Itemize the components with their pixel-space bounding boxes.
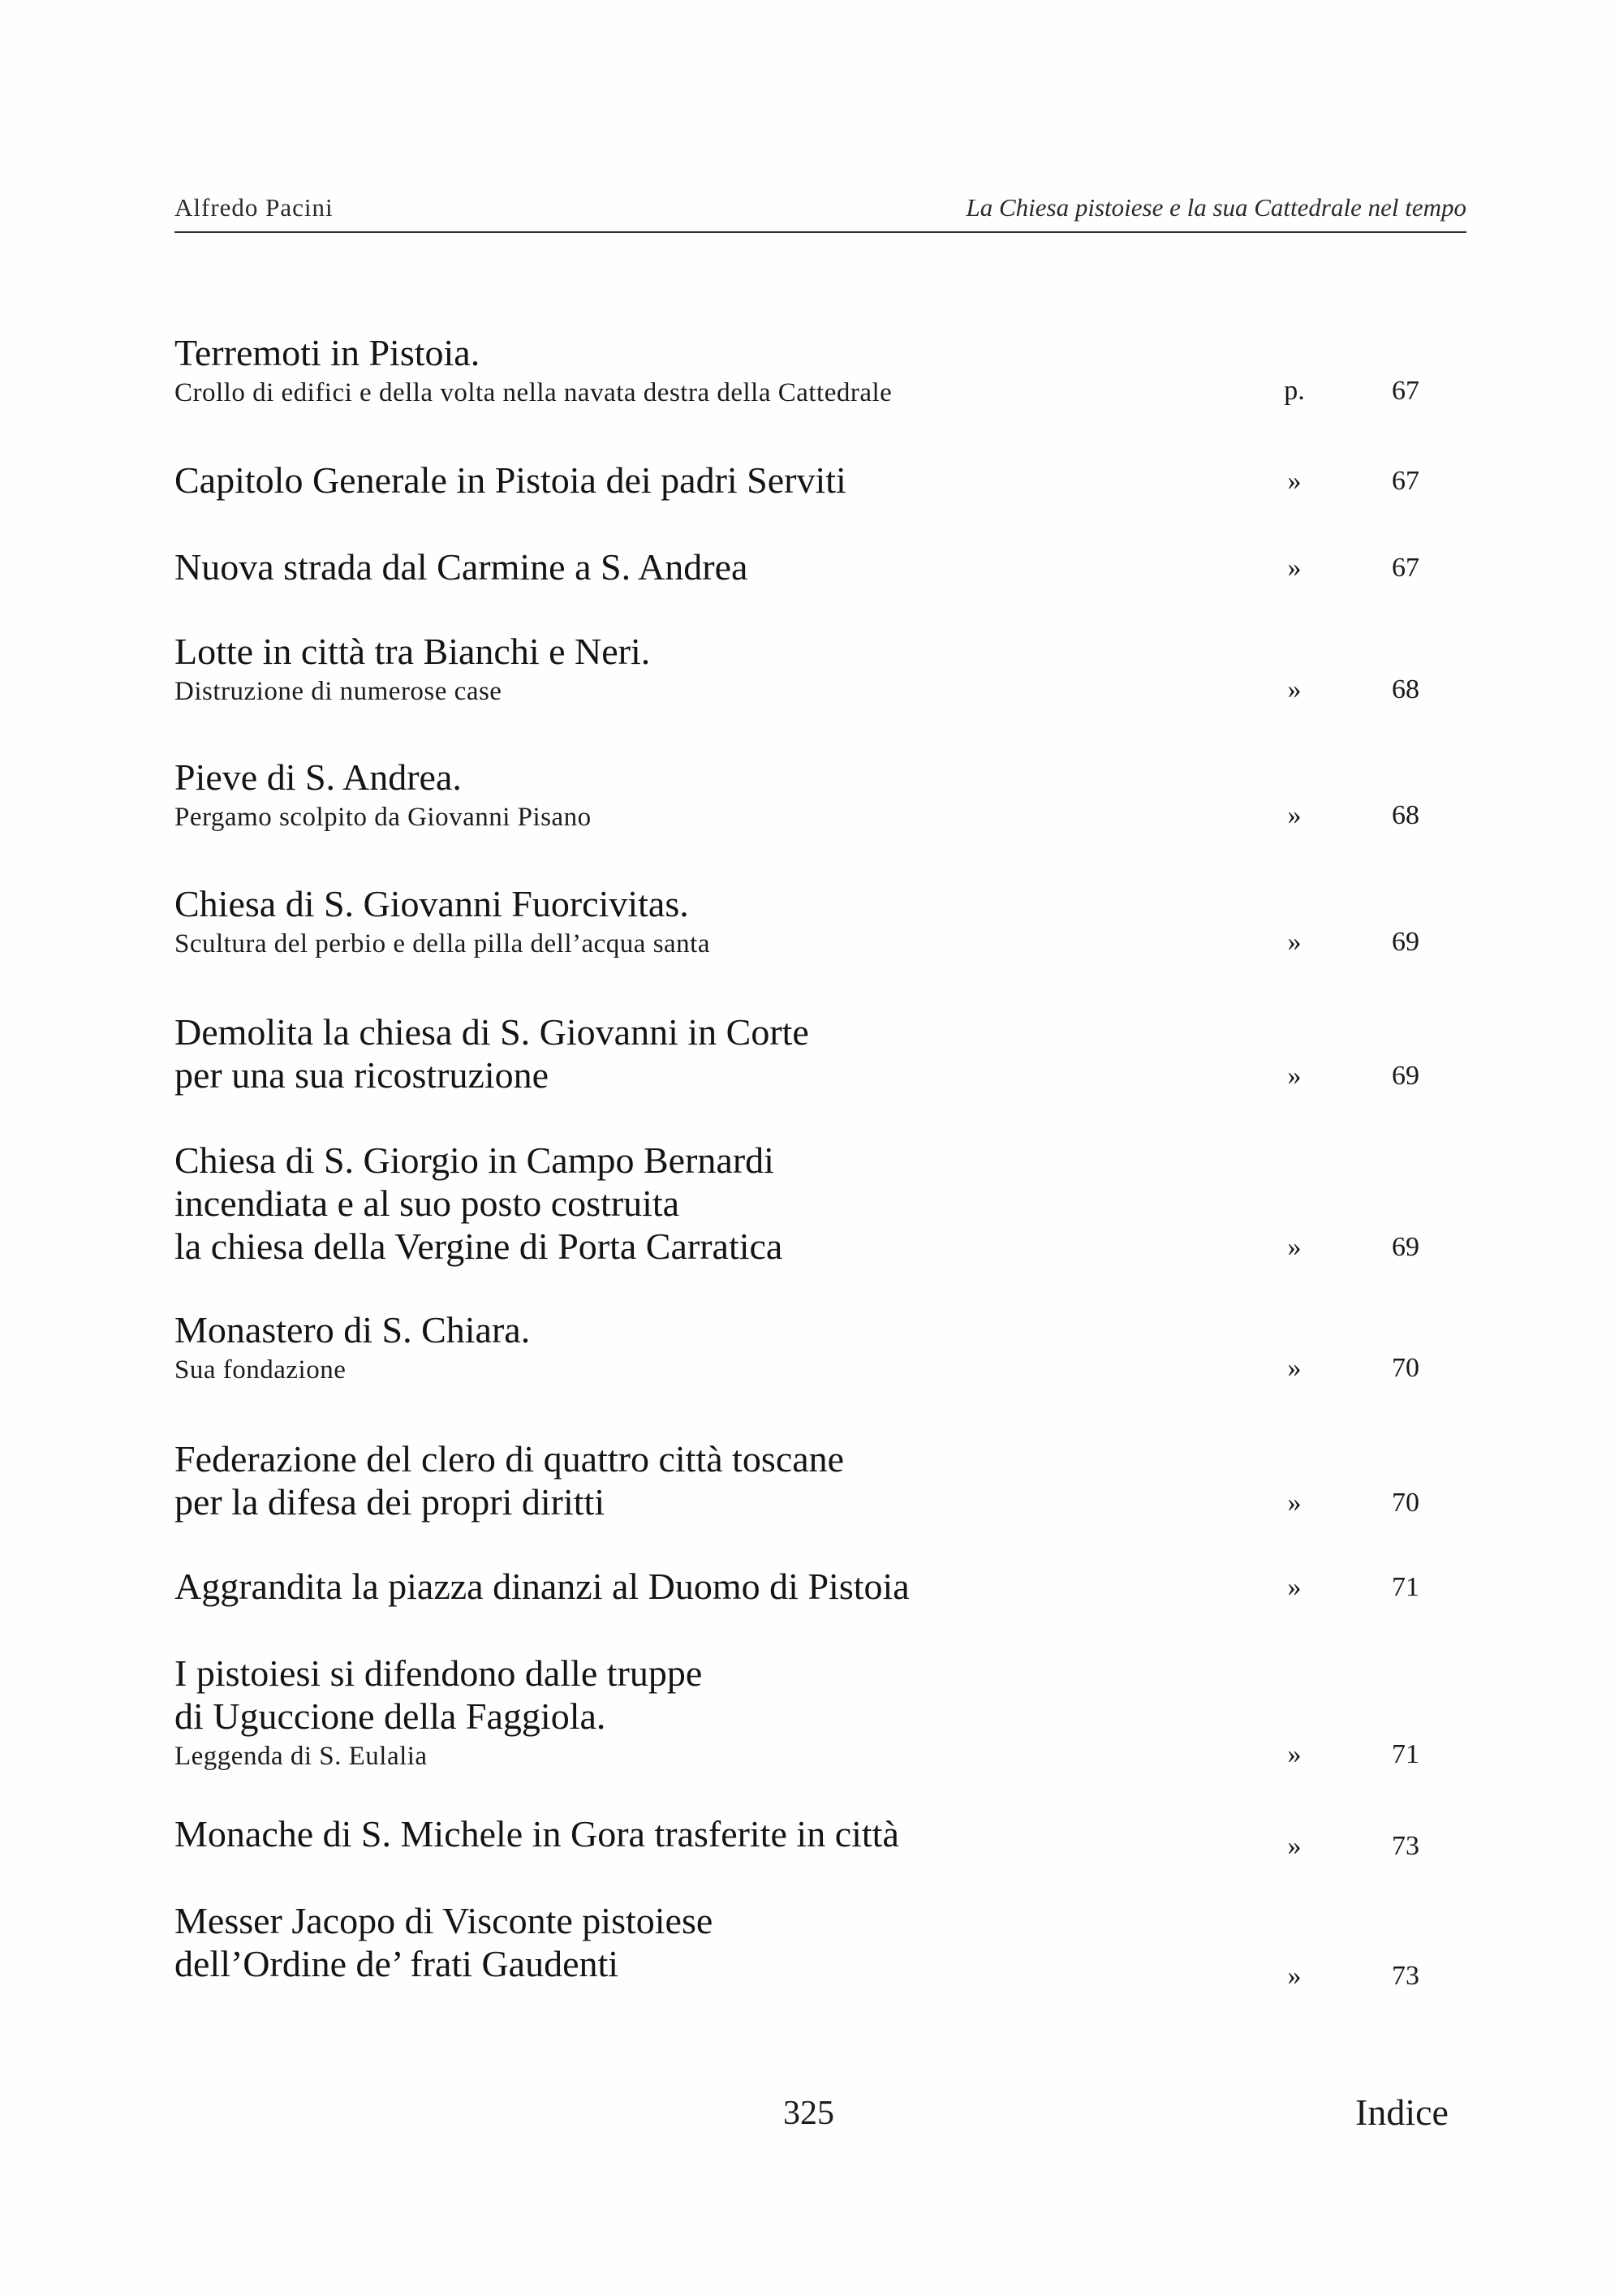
- toc-entry: [174, 1139, 1449, 1268]
- page-number: 67: [1392, 376, 1419, 406]
- page-number: 69: [1392, 1232, 1419, 1262]
- entry-title-line: Monache di S. Michele in Gora trasferite in città: [174, 1813, 899, 1854]
- entry-page-ref: [1270, 1350, 1449, 1387]
- ditto-mark: »: [1287, 674, 1302, 704]
- footer-section-label: Indice: [1355, 2091, 1449, 2133]
- toc-entry: [174, 1437, 1449, 1523]
- entry-title-line: Nuova strada dal Carmine a S. Andrea: [174, 546, 748, 588]
- entry-page-ref: [1270, 924, 1449, 961]
- toc-entry: [174, 630, 1449, 710]
- entry-subtitle: Sua fondazione: [174, 1355, 347, 1385]
- ditto-mark: »: [1287, 1232, 1302, 1262]
- entry-subtitle: Distruzione di numerose case: [174, 677, 502, 706]
- entry-page-ref: [1270, 1229, 1449, 1266]
- entry-title-line: Aggrandita la piazza dinanzi al Duomo di Pistoia: [174, 1566, 910, 1607]
- ditto-mark: »: [1287, 1353, 1302, 1383]
- toc-entry: [174, 1010, 1449, 1096]
- toc-entry: [174, 545, 1449, 588]
- page-number: 69: [1392, 1061, 1419, 1091]
- ditto-mark: »: [1287, 1739, 1302, 1769]
- entry-title-line: Chiesa di S. Giorgio in Campo Bernardi: [174, 1139, 774, 1181]
- entry-title-line: Lotte in città tra Bianchi e Neri.: [174, 631, 651, 672]
- page-number: 70: [1392, 1353, 1419, 1383]
- toc-entry: [174, 1899, 1449, 1991]
- entry-subtitle: Pergamo scolpito da Giovanni Pisano: [174, 803, 592, 832]
- entry-title-line: per una sua ricostruzione: [174, 1054, 549, 1096]
- entry-page-ref: [1270, 671, 1449, 709]
- entry-page-ref: [1270, 1828, 1449, 1865]
- entry-page-ref: [1270, 373, 1449, 410]
- toc-entry: [174, 1308, 1449, 1389]
- page-number: 73: [1392, 1961, 1419, 1991]
- entry-title-line: di Uguccione della Faggiola.: [174, 1695, 606, 1737]
- entry-title-line: la chiesa della Vergine di Porta Carratica: [174, 1226, 783, 1267]
- entry-title-line: Messer Jacopo di Visconte pistoiese: [174, 1900, 713, 1941]
- entry-page-ref: [1270, 1058, 1449, 1095]
- header-rule: [174, 231, 1466, 233]
- entry-title-line: Demolita la chiesa di S. Giovanni in Corte: [174, 1011, 809, 1053]
- entry-subtitle: Leggenda di S. Eulalia: [174, 1742, 428, 1771]
- entry-title-line: Monastero di S. Chiara.: [174, 1309, 531, 1350]
- entry-title-line: Terremoti in Pistoia.: [174, 332, 480, 373]
- toc-entry: [174, 1812, 1449, 1861]
- entry-title-line: Pieve di S. Andrea.: [174, 756, 462, 798]
- page-number: 69: [1392, 927, 1419, 957]
- entry-title-line: dell’Ordine de’ frati Gaudenti: [174, 1943, 619, 1984]
- entry-page-ref: [1270, 1569, 1449, 1606]
- running-head-author: Alfredo Pacini: [174, 193, 334, 222]
- entry-title-line: per la difesa dei propri diritti: [174, 1481, 605, 1523]
- page-number: 67: [1392, 553, 1419, 583]
- ditto-mark: »: [1287, 1961, 1302, 1991]
- entry-page-ref: [1270, 1958, 1449, 1995]
- ditto-mark: »: [1287, 466, 1302, 496]
- toc-entry: [174, 756, 1449, 836]
- page-number: 70: [1392, 1488, 1419, 1518]
- entry-title-line: Capitolo Generale in Pistoia dei padri Serviti: [174, 459, 846, 501]
- folio-page-number: 325: [783, 2095, 834, 2132]
- page-number: 68: [1392, 800, 1419, 830]
- toc-entry: [174, 1652, 1449, 1775]
- entry-subtitle: Scultura del perbio e della pilla dell’acqua santa: [174, 929, 710, 958]
- ditto-mark: »: [1287, 800, 1302, 830]
- entry-title-line: Chiesa di S. Giovanni Fuorcivitas.: [174, 883, 689, 924]
- entry-title-line: I pistoiesi si difendono dalle truppe: [174, 1652, 703, 1694]
- entry-page-ref: [1270, 797, 1449, 834]
- page-number: 68: [1392, 674, 1419, 704]
- running-head: [174, 193, 1466, 234]
- toc-entry: [174, 1565, 1449, 1608]
- ditto-mark: »: [1287, 927, 1302, 957]
- entry-title-line: incendiata e al suo posto costruita: [174, 1182, 680, 1224]
- ditto-mark: »: [1287, 553, 1302, 583]
- entry-page-ref: [1270, 1736, 1449, 1773]
- entry-page-ref: [1270, 1484, 1449, 1522]
- ditto-mark: »: [1287, 1572, 1302, 1602]
- page-prefix: p.: [1284, 376, 1305, 406]
- entry-title-line: Federazione del clero di quattro città toscane: [174, 1438, 845, 1480]
- toc-entry: [174, 331, 1449, 411]
- page-number: 71: [1392, 1739, 1419, 1769]
- running-head-title: La Chiesa pistoiese e la sua Cattedrale nel tempo: [966, 193, 1466, 222]
- toc-entry: [174, 459, 1449, 502]
- page-number: 73: [1392, 1831, 1419, 1861]
- page-number: 67: [1392, 466, 1419, 496]
- ditto-mark: »: [1287, 1831, 1302, 1861]
- ditto-mark: »: [1287, 1488, 1302, 1518]
- entry-page-ref: [1270, 549, 1449, 587]
- toc-entry: [174, 882, 1449, 963]
- page-number: 71: [1392, 1572, 1419, 1602]
- entry-page-ref: [1270, 463, 1449, 500]
- entry-subtitle: Crollo di edifici e della volta nella navata destra della Cattedrale: [174, 378, 893, 407]
- ditto-mark: »: [1287, 1061, 1302, 1091]
